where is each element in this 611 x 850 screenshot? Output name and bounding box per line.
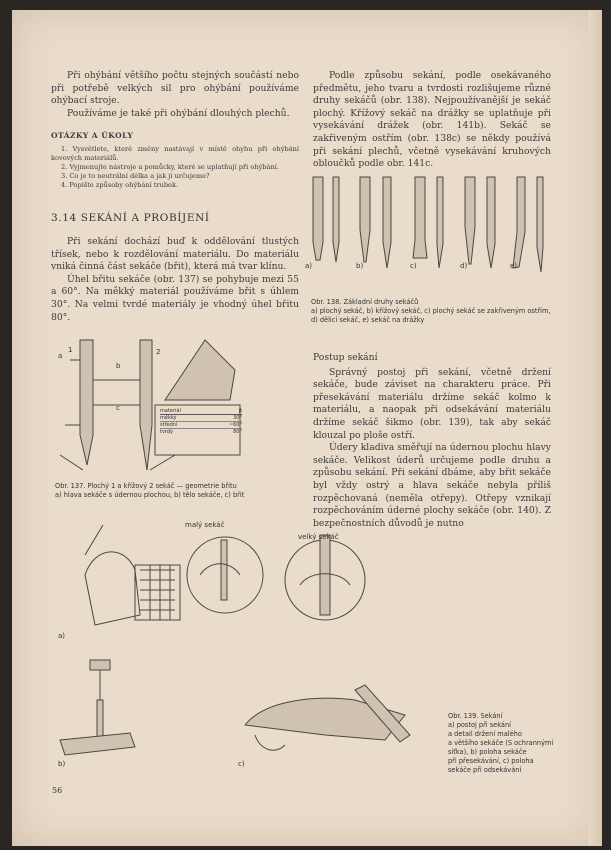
fig138-label-b: b): [356, 262, 364, 270]
chisel-c-side: [437, 177, 443, 268]
page-edge: [588, 10, 602, 846]
worker-figure: [85, 525, 140, 625]
section-paragraph-2: Úhel břitu sekáče (obr. 137) se pohybuje mezi 55 a 60°. Na měkký materiál používáme břit s úhlem 30°. Na velmi tvrdé materiály je vhodný úhel břitu 80°.: [51, 273, 299, 323]
table-cell-angle: 80°: [233, 429, 242, 435]
fig139-label-b: b): [58, 760, 66, 768]
vise-grid: [135, 565, 180, 620]
fig138-caption-text: a) plochý sekáč, b) křížový sekáč, c) plochý sekáč se zakřiveným ostřím, d) dělicí sekáč, e) sekáč na drážky: [311, 307, 551, 324]
fig138-caption: [311, 298, 551, 325]
procedure-subheading: Postup sekání: [313, 352, 378, 363]
question-item: 3. Co je to neutrální délka a jak ji určujeme?: [61, 171, 210, 180]
fig138-label-e: e): [510, 262, 518, 270]
right-paragraph-2: Správný postoj při sekání, včetně držení sekáče, bude záviset na charakteru práce. Při přesekávání materiálu držíme sekáč kolmo k materiálu, a naopak při odsekávání materiálu držíme sekáč šikmo (obr. 139), tak aby sekáč klouzal po ploše ostří.: [313, 366, 551, 441]
chisel-2-drawing: [140, 340, 152, 470]
chisel-a-front: [313, 177, 323, 260]
fig139-label-c: c): [238, 760, 245, 768]
chisel-c-front: [413, 177, 427, 258]
fig139-caption: [448, 712, 558, 775]
label-large-chisel: velký sekáč: [298, 533, 339, 541]
right-paragraph-1: Podle způsobu sekání, podle osekávaného předmětu, jeho tvaru a tvrdosti rozlišujeme různé druhy sekáčů (obr. 138). Nejpoužívanější je sekáč plochý. Křížový sekáč na drážky se uplatňuje při vysekávání drážek (obr. 141b). Sekáč se zakřiveným ostřím (obr. 138c) se někdy používá při sekání plechů, včetně vysekávání kruhových obloučků podle obr. 141c.: [313, 70, 551, 170]
table-cell-angle: ~60°: [228, 422, 242, 428]
fig138-label-a: a): [305, 262, 313, 270]
angle-table-header: [160, 408, 242, 415]
questions-heading: OTÁZKY A ÚKOLY: [51, 131, 134, 141]
chisel-1-drawing: [80, 340, 93, 465]
right-paragraph-3: Údery kladiva směřují na údernou plochu hlavy sekáče. Velikost úderů určujeme podle druhu a způsobu sekání. Při sekání dbáme, aby břit sekáče byl vždy ostrý a hlava sekáče nebyla příliš rozpěchovaná (neměla otřepy). Otřepy vznikají rozpěchováním úderné plochy sekáče (obr. 140). Z bezpečnostních důvodů je nutno: [313, 442, 551, 529]
fig137-caption-title: Obr. 137. Plochý 1 a křížový 2 sekáč — geometrie břitu: [55, 482, 237, 490]
chisel-d-side: [487, 177, 495, 268]
page-number: 56: [52, 786, 63, 795]
table-cell-material: střední: [160, 422, 178, 428]
label-small-chisel: malý sekáč: [185, 521, 225, 529]
workpiece: [60, 733, 135, 755]
figure-137-chisel-geometry: [55, 330, 305, 480]
chisel-e-front: [513, 177, 525, 268]
fig137-letter-b: b: [116, 362, 121, 370]
fig139-caption-line: sekáče při odsekávání: [448, 766, 522, 774]
fig137-letter-c: c: [116, 404, 120, 412]
chisel-a-side: [333, 177, 339, 262]
fig138-label-c: c): [410, 262, 417, 270]
table-cell-material: měkký: [160, 415, 177, 421]
chisel-e-side: [537, 177, 543, 272]
right-column-top: [313, 70, 551, 171]
figure-139a-posture: [55, 515, 395, 645]
chisel-d-front: [465, 177, 475, 264]
fig137-letter-a: a: [58, 352, 63, 360]
fig139-caption-line: síťka), b) poloha sekáče: [448, 748, 527, 756]
angle-table: [160, 408, 242, 435]
section-paragraph-1: Při sekání dochází buď k oddělování tlustých třísek, nebo k rozdělování materiálu. Do materiálu vniká činná část sekáče (břit), která má tvar klínu.: [51, 236, 299, 273]
questions-list: [51, 145, 299, 190]
question-item: 4. Popište způsoby ohýbání trubek.: [61, 180, 179, 189]
fig139-caption-line: a většího sekáče (S ochrannými: [448, 739, 554, 747]
fig139-caption-line: při přesekávání, c) poloha: [448, 757, 534, 765]
figure-139c-cutting-off: [235, 680, 435, 770]
intro-paragraph-2: Používáme je také při ohýbání dlouhých plechů.: [67, 107, 290, 119]
chisel-edge-detail: [165, 340, 235, 400]
table-cell-material: tvrdý: [160, 429, 174, 435]
large-chisel: [320, 535, 330, 615]
fig137-number-1: 1: [68, 346, 73, 354]
section-title: 3.14 SEKÁNÍ A PROBÍJENÍ: [51, 212, 210, 224]
table-row: [160, 422, 242, 429]
fig138-label-d: d): [460, 262, 468, 270]
small-chisel: [221, 540, 227, 600]
fig139-caption-line: Obr. 139. Sekání: [448, 712, 503, 720]
table-cell-angle: 30°: [233, 415, 242, 421]
hammer-head: [90, 660, 110, 670]
table-header-material: materiál: [160, 408, 181, 414]
chisel-b-front: [360, 177, 370, 262]
table-row: [160, 415, 242, 422]
fig139-caption-line: a) postoj při sekání: [448, 721, 511, 729]
question-item: 2. Vyjmenujte nástroje a pomůcky, které se uplatňují při ohýbání.: [61, 162, 279, 171]
fig137-caption: [55, 482, 303, 500]
intro-paragraph-1: Při ohýbání většího počtu stejných součástí nebo při potřebě velkých sil pro ohýbání používáme ohýbací stroje.: [51, 70, 299, 107]
fig139-label-a: a): [58, 632, 66, 640]
question-item: 1. Vysvětlete, které změny nastávají v místě ohybu při ohýbání kovových materiálů.: [51, 144, 299, 162]
fig137-caption-text: a) hlava sekáče s údernou plochou, b) tělo sekáče, c) břit: [55, 491, 245, 499]
fig139-caption-line: a detail držení malého: [448, 730, 522, 738]
right-column-bottom: [313, 352, 551, 530]
figure-139b-cutting-through: [55, 655, 165, 765]
table-row: [160, 429, 242, 435]
section-body: [51, 236, 299, 324]
fig137-number-2: 2: [156, 348, 161, 356]
fig138-caption-title: Obr. 138. Základní druhy sekáčů: [311, 298, 419, 306]
left-column: [51, 70, 299, 190]
chisel-b-side: [383, 177, 391, 268]
table-header-angle: β: [238, 408, 242, 414]
figure-138-chisels: [305, 172, 555, 282]
